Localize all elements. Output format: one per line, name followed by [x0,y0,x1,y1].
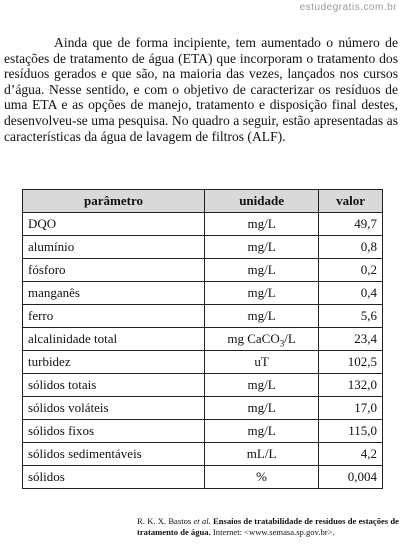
value-cell: 23,4 [319,328,383,351]
param-cell: alumínio [23,236,205,259]
value-cell: 5,6 [319,305,383,328]
table-row [23,443,383,466]
table-row [23,328,383,351]
table-row [23,466,383,489]
value-cell: 0,004 [319,466,383,489]
value-cell: 132,0 [319,374,383,397]
header-parametro: parâmetro [23,190,205,213]
citation-etal: et al. [193,516,211,526]
citation-internet: Internet: <www.semasa.sp.gov.br>. [210,527,335,537]
unit-cell: mg/L [205,305,319,328]
value-cell: 0,2 [319,259,383,282]
param-cell: ferro [23,305,205,328]
unit-suffix: /L [284,331,296,346]
table-row [23,374,383,397]
value-cell: 0,8 [319,236,383,259]
unit-cell: uT [205,351,319,374]
unit-cell: mg/L [205,374,319,397]
table-row [23,236,383,259]
table-row [23,282,383,305]
table-row [23,397,383,420]
unit-cell: mg/L [205,213,319,236]
value-cell: 0,4 [319,282,383,305]
param-cell: sólidos [23,466,205,489]
table-row [23,259,383,282]
source-citation [137,516,399,538]
param-cell: manganês [23,282,205,305]
value-cell: 17,0 [319,397,383,420]
header-valor: valor [319,190,383,213]
unit-cell: mg/L [205,282,319,305]
value-cell: 49,7 [319,213,383,236]
unit-cell: % [205,466,319,489]
param-cell: sólidos voláteis [23,397,205,420]
unit-cell [205,328,319,351]
intro-paragraph: Ainda que de forma incipiente, tem aumentado o número de estações de tratamento de água (ETA) que incorporam o tratamento dos resíduos gerados e que são, na maioria das vezes, lançados nos cursos d’água. Nesse sentido, e com o objetivo de caracterizar os resíduos de uma ETA e as opções de manejo, tratamento e disposição final destes, desenvolveu-se uma pesquisa. No quadro a seguir, estão apresentadas as características da água de lavagem de filtros (ALF). [4,35,398,144]
param-cell: fósforo [23,259,205,282]
citation-title: Ensaios de tratabilidade de resíduos de estações de tratamento de água. [137,516,399,537]
value-cell: 102,5 [319,351,383,374]
unit-prefix: mg CaCO [227,331,280,346]
table-row [23,305,383,328]
table-header-row [23,190,383,213]
param-cell: sólidos totais [23,374,205,397]
value-cell: 115,0 [319,420,383,443]
table-row [23,420,383,443]
param-cell: sólidos sedimentáveis [23,443,205,466]
unit-cell: mg/L [205,397,319,420]
param-cell: sólidos fixos [23,420,205,443]
table-row [23,351,383,374]
unit-cell: mg/L [205,236,319,259]
value-cell: 4,2 [319,443,383,466]
alf-characteristics-table [22,189,383,489]
unit-cell: mg/L [205,259,319,282]
param-cell: alcalinidade total [23,328,205,351]
param-cell: turbidez [23,351,205,374]
unit-subscript: 3 [279,338,285,349]
citation-authors: R. K. X. Bastos [137,516,194,526]
table-row [23,213,383,236]
header-unidade: unidade [205,190,319,213]
unit-cell: mL/L [205,443,319,466]
unit-cell: mg/L [205,420,319,443]
site-watermark: estudegratis.com.br [299,2,397,13]
param-cell: DQO [23,213,205,236]
